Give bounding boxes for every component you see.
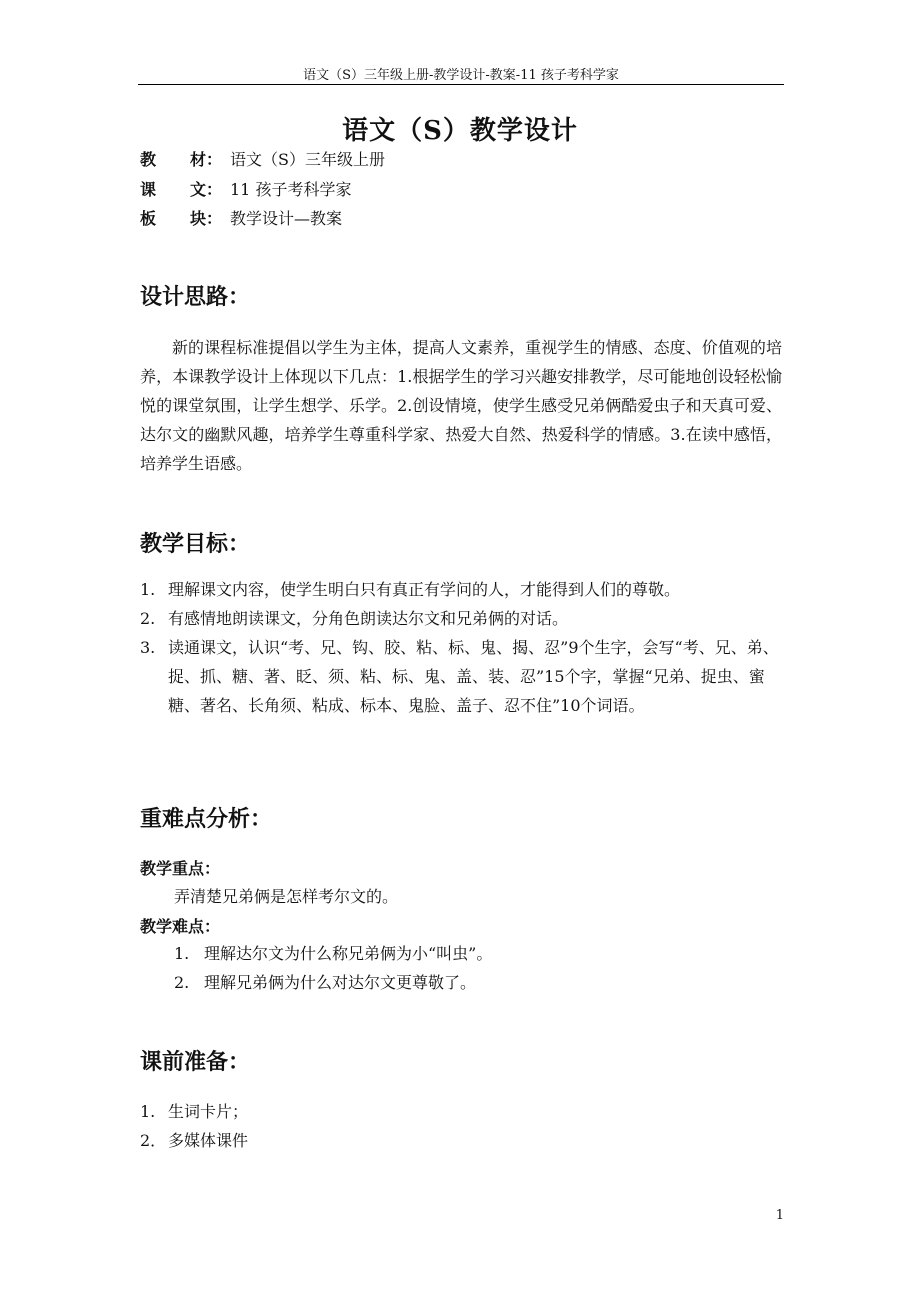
meta-value: 教学设计—教案 (230, 209, 343, 228)
meta-key: 教 材： (140, 150, 223, 169)
key-points-label: 教学重点： (140, 859, 221, 878)
prep-list (140, 1097, 782, 1155)
list-item: 2. 有感情地朗读课文，分角色朗读达尔文和兄弟俩的对话。 (140, 609, 569, 628)
meta-row-material (140, 147, 385, 170)
difficult-points-list (174, 939, 492, 997)
meta-value: 11 孩子考科学家 (230, 180, 352, 199)
header-divider (138, 84, 784, 85)
key-points-text: 弄清楚兄弟俩是怎样考尔文的。 (174, 887, 399, 906)
meta-row-block (140, 206, 342, 229)
design-paragraph: 新的课程标准提倡以学生为主体，提高人文素养，重视学生的情感、态度、价值观的培养，本课教学设计上体现以下几点：1.根据学生的学习兴趣安排教学，尽可能地创设轻松愉悦的课堂氛围，让学生想学、乐学。2.创设情境，使学生感受兄弟俩酷爱虫子和天真可爱、达尔文的幽默风趣，培养学生尊重科学家、热爱大自然、热爱科学的情感。3.在读中感悟，培养学生语感。 (140, 338, 782, 473)
meta-value: 语文（S）三年级上册 (230, 150, 385, 169)
section-heading-design: 设计思路： (140, 284, 251, 310)
list-item: 1. 生词卡片； (140, 1102, 249, 1121)
meta-key: 课 文： (140, 180, 223, 199)
meta-key: 板 块： (140, 209, 223, 228)
section-heading-analysis: 重难点分析： (140, 806, 273, 832)
section-heading-prep: 课前准备： (140, 1049, 251, 1075)
meta-row-text (140, 177, 351, 200)
list-item: 1. 理解课文内容，使学生明白只有真正有学问的人，才能得到人们的尊敬。 (140, 580, 681, 599)
running-header: 语文（S）三年级上册-教学设计-教案-11 孩子考科学家 (303, 68, 619, 83)
page-number: 1 (775, 1208, 784, 1223)
document-title: 语文（S）教学设计 (342, 116, 578, 146)
difficult-points-label: 教学难点： (140, 917, 221, 936)
list-item: 1. 理解达尔文为什么称兄弟俩为小“叫虫”。 (174, 944, 493, 963)
list-item: 3. 读通课文，认识“考、兄、钩、胶、粘、标、鬼、揭、忍”9个生字，会写“考、兄、弟、捉、抓、糖、著、眨、须、粘、标、鬼、盖、装、忍”15个字，掌握“兄弟、捉虫、蜜糖、著名、长角须、粘成、标本、鬼脸、盖子、忍不住”10个词语。 (140, 638, 779, 715)
list-item: 2. 理解兄弟俩为什么对达尔文更尊敬了。 (174, 973, 477, 992)
goals-list (140, 575, 782, 720)
section-heading-goals: 教学目标： (140, 531, 251, 557)
list-item: 2． 多媒体课件 (140, 1131, 249, 1150)
